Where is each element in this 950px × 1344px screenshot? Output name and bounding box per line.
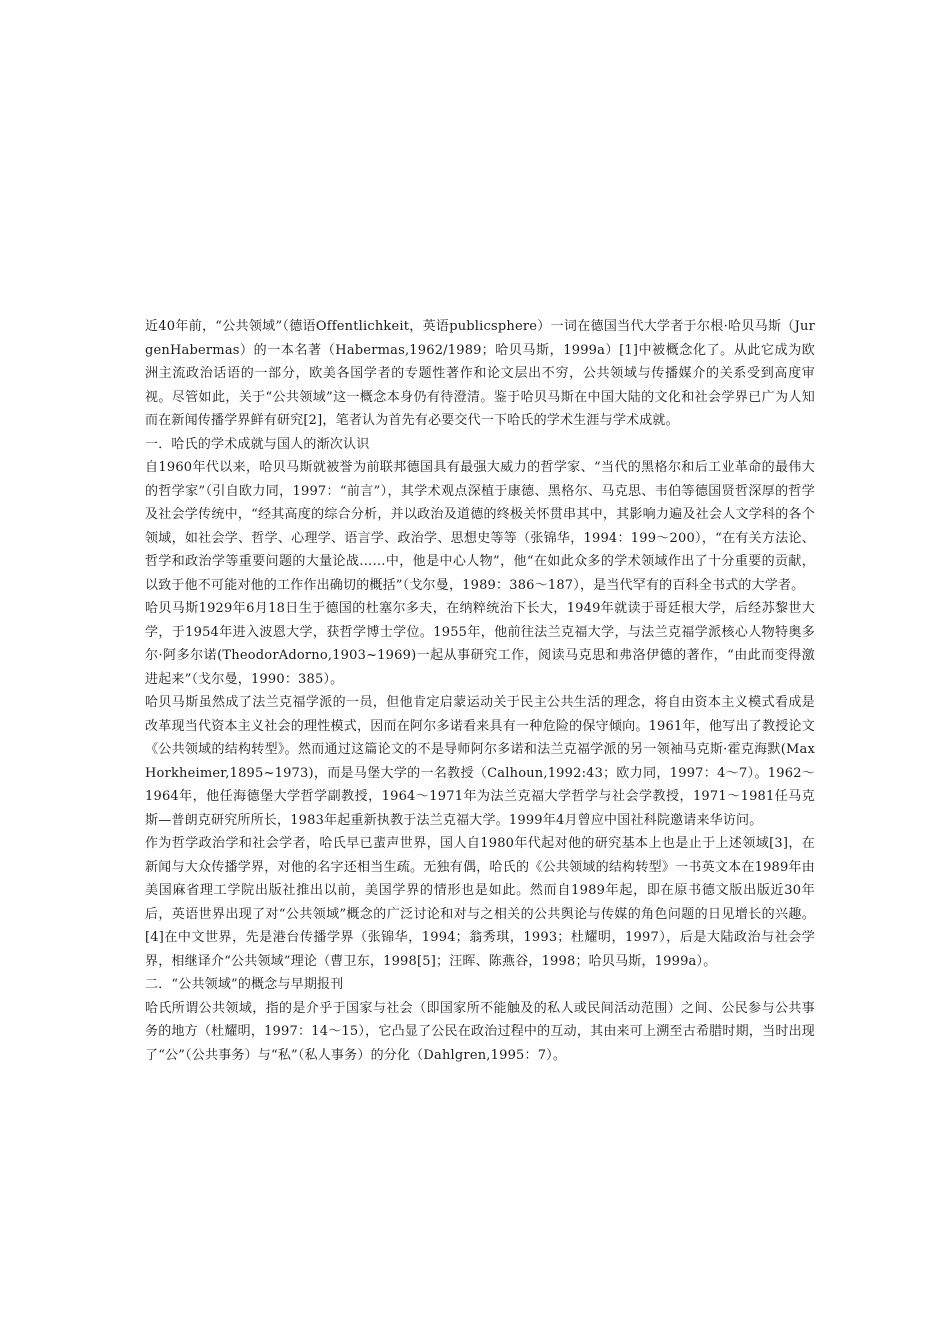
paragraph-public-sphere-definition: 哈氏所谓公共领域，指的是介乎于国家与社会（即国家所不能触及的私人或民间活动范围）之间、公民参与公共事务的地方（杜耀明，1997：14～15），它凸显了公民在政治过程中的互动，其由来可上溯至古希腊时期，当时出现了“公”（公共事务）与“私”（私人事务）的分化（Dahlgren,1995：7）。 <box>145 1000 815 1063</box>
paragraph-reception: 作为哲学政治学和社会学者，哈氏早已蜚声世界，国人自1980年代起对他的研究基本上也是止于上述领域[3]，在新闻与大众传播学界，对他的名字还相当生疏。无独有偶，哈氏的《公共领域的结构转型》一书英文本在1989年由美国麻省理工学院出版社推出以前，美国学界的情形也是如此。然而自1989年起，即在原书德文版出版近30年后，英语世界出现了对“公共领域”概念的广泛讨论和对与之相关的公共舆论与传媒的角色问题的日见增长的兴趣。[4]在中文世界，先是港台传播学界（张锦华，1994；翁秀琪，1993；杜耀明，1997），后是大陆政治与社会学界，相继译介“公共领域”理论（曹卫东，1998[5]；汪晖、陈燕谷，1998；哈贝马斯，1999a）。 <box>145 836 815 969</box>
paragraph-reputation: 自1960年代以来，哈贝马斯就被誉为前联邦德国具有最强大威力的哲学家、“当代的黑格尔和后工业革命的最伟大的哲学家”（引自欧力同，1997：“前言”），其学术观点深植于康德、黑格尔、马克思、韦伯等德国贤哲深厚的哲学及社会学传统中，“经其高度的综合分析，并以政治及道德的终极关怀贯串其中，其影响力遍及社会人文学科的各个领域，如社会学、哲学、心理学、语言学、政治学、思想史等等（张锦华，1994：199～200），“在有关方法论、哲学和政治学等重要问题的大量论战……中，他是中心人物”，他“在如此众多的学术领域作出了十分重要的贡献，以致于他不可能对他的工作作出确切的概括”（戈尔曼，1989：386～187），是当代罕有的百科全书式的大学者。 <box>145 460 815 593</box>
section-heading-1: 一．哈氏的学术成就与国人的渐次认识 <box>145 436 370 452</box>
paragraph-career: 哈贝马斯虽然成了法兰克福学派的一员，但他肯定启蒙运动关于民主公共生活的理念，将自由资本主义模式看成是改革现当代资本主义社会的理性模式，因而在阿尔多诺看来具有一种危险的保守倾向。1961年，他写出了教授论文《公共领域的结构转型》。然而通过这篇论文的不是导师阿尔多诺和法兰克福学派的另一领袖马克斯·霍克海默(MaxHorkheimer,1895~1973)，而是马堡大学的一名教授（Calhoun,1992:43；欧力同，1997：4～7）。1962～1964年，他任海德堡大学哲学副教授，1964～1971年为法兰克福大学哲学与社会学教授，1971～1981任马克斯—普朗克研究所所长，1983年起重新执教于法兰克福大学。1999年4月曾应中国社科院邀请来华访问。 <box>145 695 815 828</box>
article-body <box>145 315 815 1067</box>
intro-paragraph: 近40年前，“公共领域”（德语Offentlichkeit，英语publicsphere）一词在德国当代大学者于尔根·哈贝马斯（JurgenHabermas）的一本名著（Habermas,1962/1989；哈贝马斯，1999a）[1]中被概念化了。从此它成为欧洲主流政治话语的一部分，欧美各国学者的专题性著作和论文层出不穷，公共领域与传播媒介的关系受到高度审视。尽管如此，关于“公共领域”这一概念本身仍有待澄清。鉴于哈贝马斯在中国大陆的文化和社会学界已广为人知而在新闻传播学界鲜有研究[2]，笔者认为首先有必要交代一下哈氏的学术生涯与学术成就。 <box>145 319 815 428</box>
section-heading-2: 二．“公共领域”的概念与早期报刊 <box>145 977 344 992</box>
paragraph-biography: 哈贝马斯1929年6月18日生于德国的杜塞尔多夫，在纳粹统治下长大，1949年就读于哥廷根大学，后经苏黎世大学，于1954年进入波恩大学，获哲学博士学位。1955年，他前往法兰克福大学，与法兰克福学派核心人物特奥多尔·阿多尔诺(TheodorAdorno,1903~1969)一起从事研究工作，阅读马克思和弗洛伊德的著作，“由此而变得激进起来”（戈尔曼，1990：385）。 <box>145 601 815 687</box>
